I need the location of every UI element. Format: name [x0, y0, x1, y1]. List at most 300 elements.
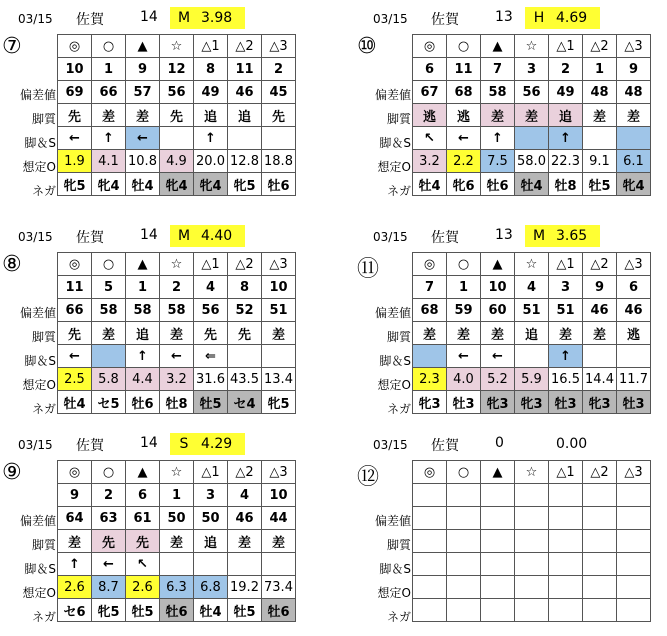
neg-cell: 牝6: [447, 173, 481, 196]
neg-cell: 牡8: [160, 391, 194, 414]
mark-cell: ◎: [413, 35, 447, 58]
leg-cell: [92, 345, 126, 368]
dev-cell: [481, 507, 515, 530]
row-label: 偏差値: [19, 306, 56, 320]
dev-cell: 45: [262, 81, 296, 104]
leg-cell: [194, 553, 228, 576]
mark-cell: △3: [617, 35, 651, 58]
leg-cell: [617, 553, 651, 576]
numbers-cell: 6: [413, 58, 447, 81]
style-cell: [413, 530, 447, 553]
race-number: ⑩: [357, 34, 377, 59]
odds-cell: 6.8: [194, 576, 228, 599]
race-score: 4.69: [553, 7, 600, 29]
race-class: M: [525, 225, 553, 247]
dev-cell: 46: [617, 299, 651, 322]
leg-cell: [160, 553, 194, 576]
row-label: ネガ: [386, 402, 411, 416]
mark-cell: ◎: [413, 461, 447, 484]
neg-cell: 牡5: [194, 391, 228, 414]
neg-cell: 牡4: [515, 173, 549, 196]
leg-cell: ↑: [194, 127, 228, 150]
neg-cell: 牝4: [160, 173, 194, 196]
leg-cell: [228, 345, 262, 368]
style-cell: 先: [92, 530, 126, 553]
neg-cell: 牡5: [583, 173, 617, 196]
neg-cell: 牡5: [126, 599, 160, 622]
dev-cell: 46: [228, 81, 262, 104]
odds-cell: 2.5: [58, 368, 92, 391]
dev-cell: 66: [92, 81, 126, 104]
dev-cell: 58: [92, 299, 126, 322]
style-cell: 差: [447, 322, 481, 345]
style-cell: 差: [583, 322, 617, 345]
neg-cell: 牡4: [58, 391, 92, 414]
leg-cell: [262, 345, 296, 368]
race-panel: [0, 222, 300, 422]
numbers-cell: 11: [58, 276, 92, 299]
mark-cell: ☆: [160, 461, 194, 484]
neg-cell: 牝4: [92, 173, 126, 196]
horse-count: 14: [140, 9, 158, 25]
leg-cell: ↑: [92, 127, 126, 150]
numbers-cell: [617, 484, 651, 507]
dev-cell: 60: [481, 299, 515, 322]
race-venue: 佐賀: [76, 12, 104, 28]
neg-cell: 牡6: [126, 391, 160, 414]
leg-cell: ↑: [126, 345, 160, 368]
dev-cell: 46: [583, 299, 617, 322]
odds-cell: 18.8: [262, 150, 296, 173]
odds-cell: 4.1: [92, 150, 126, 173]
race-class: S: [170, 433, 198, 455]
row-label: 脚質: [31, 330, 56, 344]
leg-cell: [583, 127, 617, 150]
row-label: 脚質: [386, 112, 411, 126]
race-venue: 佐賀: [76, 230, 104, 246]
mark-cell: △1: [194, 461, 228, 484]
leg-cell: [262, 553, 296, 576]
race-header: [0, 4, 300, 32]
horse-count: 14: [140, 435, 158, 451]
numbers-cell: 4: [515, 276, 549, 299]
mark-cell: △2: [583, 461, 617, 484]
row-label: 偏差値: [374, 514, 411, 528]
leg-cell: ↖: [126, 553, 160, 576]
style-cell: 差: [583, 104, 617, 127]
numbers-cell: 9: [126, 58, 160, 81]
race-number: ⑫: [357, 465, 380, 490]
row-label: 脚＆S: [379, 136, 411, 150]
leg-cell: [228, 553, 262, 576]
leg-cell: ←: [58, 127, 92, 150]
neg-cell: 牝3: [481, 391, 515, 414]
leg-cell: ←: [92, 553, 126, 576]
dev-cell: 50: [194, 507, 228, 530]
odds-cell: 9.1: [583, 150, 617, 173]
leg-cell: ↑: [549, 345, 583, 368]
mark-cell: ▲: [126, 253, 160, 276]
odds-cell: 12.8: [228, 150, 262, 173]
race-panel: [0, 430, 300, 630]
neg-cell: 牡8: [549, 173, 583, 196]
odds-cell: 2.6: [126, 576, 160, 599]
neg-cell: 牡6: [262, 173, 296, 196]
leg-cell: ←: [58, 345, 92, 368]
race-class: [525, 433, 553, 455]
numbers-cell: 10: [262, 276, 296, 299]
mark-cell: ◎: [58, 461, 92, 484]
odds-cell: [583, 576, 617, 599]
leg-cell: [262, 127, 296, 150]
neg-cell: 牡4: [194, 599, 228, 622]
dev-cell: 66: [58, 299, 92, 322]
mark-cell: △1: [549, 35, 583, 58]
row-label: 脚質: [31, 538, 56, 552]
race-number: ⑪: [357, 257, 380, 282]
odds-cell: 22.3: [549, 150, 583, 173]
numbers-cell: 9: [583, 276, 617, 299]
race-number: ⑧: [2, 252, 22, 277]
dev-cell: 51: [515, 299, 549, 322]
race-panel: [355, 430, 655, 630]
style-cell: 追: [515, 322, 549, 345]
dev-cell: 58: [481, 81, 515, 104]
neg-cell: 牝4: [617, 173, 651, 196]
race-score: 3.98: [198, 7, 245, 29]
neg-cell: [549, 599, 583, 622]
numbers-cell: 4: [194, 276, 228, 299]
style-cell: 差: [160, 530, 194, 553]
style-cell: 差: [262, 322, 296, 345]
mark-cell: ◎: [58, 253, 92, 276]
leg-cell: [583, 553, 617, 576]
numbers-cell: 7: [413, 276, 447, 299]
mark-cell: ▲: [126, 461, 160, 484]
odds-cell: 3.2: [413, 150, 447, 173]
race-class: H: [525, 7, 553, 29]
horse-count: 0: [495, 435, 504, 451]
race-score: 3.65: [553, 225, 600, 247]
numbers-cell: 9: [58, 484, 92, 507]
leg-cell: ←: [126, 127, 160, 150]
style-cell: 差: [228, 530, 262, 553]
prediction-table: [57, 34, 296, 196]
neg-cell: 牡3: [549, 391, 583, 414]
numbers-cell: 2: [160, 276, 194, 299]
style-cell: [447, 530, 481, 553]
odds-cell: 6.1: [617, 150, 651, 173]
race-date: 03/15: [373, 12, 408, 26]
row-label: 脚＆S: [379, 354, 411, 368]
mark-cell: ☆: [515, 35, 549, 58]
style-cell: 追: [549, 104, 583, 127]
odds-cell: 4.9: [160, 150, 194, 173]
neg-cell: [413, 599, 447, 622]
row-label: ネガ: [31, 184, 56, 198]
race-date: 03/15: [373, 438, 408, 452]
odds-cell: 31.6: [194, 368, 228, 391]
odds-cell: 2.2: [447, 150, 481, 173]
numbers-cell: 1: [447, 276, 481, 299]
style-cell: [583, 530, 617, 553]
odds-cell: 6.3: [160, 576, 194, 599]
dev-cell: 56: [194, 299, 228, 322]
race-venue: 佐賀: [431, 230, 459, 246]
race-class: M: [170, 225, 198, 247]
leg-cell: ↑: [58, 553, 92, 576]
dev-cell: 48: [617, 81, 651, 104]
style-cell: 追: [126, 322, 160, 345]
odds-cell: [549, 576, 583, 599]
mark-cell: ◎: [413, 253, 447, 276]
race-panel: [355, 222, 655, 422]
mark-cell: △2: [583, 35, 617, 58]
numbers-cell: [583, 484, 617, 507]
dev-cell: [413, 507, 447, 530]
dev-cell: 49: [549, 81, 583, 104]
odds-cell: [515, 576, 549, 599]
mark-cell: ☆: [515, 461, 549, 484]
numbers-cell: 5: [92, 276, 126, 299]
mark-cell: △2: [228, 461, 262, 484]
odds-cell: 13.4: [262, 368, 296, 391]
dev-cell: 58: [160, 299, 194, 322]
numbers-cell: 1: [92, 58, 126, 81]
numbers-cell: 1: [160, 484, 194, 507]
mark-cell: △3: [617, 461, 651, 484]
race-header: [0, 222, 300, 250]
numbers-cell: 9: [617, 58, 651, 81]
row-label: ネガ: [386, 610, 411, 624]
row-label: 脚質: [386, 330, 411, 344]
style-cell: 先: [228, 322, 262, 345]
race-venue: 佐賀: [76, 438, 104, 454]
mark-cell: △3: [262, 35, 296, 58]
style-cell: 差: [92, 322, 126, 345]
race-header: [355, 4, 655, 32]
numbers-cell: 11: [228, 58, 262, 81]
neg-cell: 牝5: [228, 173, 262, 196]
race-date: 03/15: [373, 230, 408, 244]
leg-cell: [515, 345, 549, 368]
odds-cell: 11.7: [617, 368, 651, 391]
dev-cell: 44: [262, 507, 296, 530]
dev-cell: 46: [228, 507, 262, 530]
neg-cell: 牡3: [617, 391, 651, 414]
odds-cell: 73.4: [262, 576, 296, 599]
odds-cell: 43.5: [228, 368, 262, 391]
race-number: ⑨: [2, 460, 22, 485]
dev-cell: 63: [92, 507, 126, 530]
horse-count: 13: [495, 9, 513, 25]
odds-cell: 4.4: [126, 368, 160, 391]
neg-cell: [583, 599, 617, 622]
numbers-cell: 8: [194, 58, 228, 81]
row-label: 脚質: [31, 112, 56, 126]
numbers-cell: 11: [447, 58, 481, 81]
neg-cell: [515, 599, 549, 622]
prediction-table: [412, 252, 651, 414]
mark-cell: ◎: [58, 35, 92, 58]
numbers-cell: [481, 484, 515, 507]
row-label: 偏差値: [19, 88, 56, 102]
race-header: [355, 222, 655, 250]
odds-cell: 3.2: [160, 368, 194, 391]
leg-cell: ←: [160, 345, 194, 368]
leg-cell: [617, 345, 651, 368]
style-cell: 差: [92, 104, 126, 127]
numbers-cell: 2: [549, 58, 583, 81]
neg-cell: [481, 599, 515, 622]
style-cell: 先: [262, 104, 296, 127]
neg-cell: 牡5: [228, 599, 262, 622]
neg-cell: セ6: [58, 599, 92, 622]
leg-cell: [515, 127, 549, 150]
leg-cell: [583, 345, 617, 368]
numbers-cell: 1: [583, 58, 617, 81]
style-cell: 先: [58, 322, 92, 345]
odds-cell: 5.8: [92, 368, 126, 391]
style-cell: [481, 530, 515, 553]
dev-cell: [617, 507, 651, 530]
leg-cell: ↖: [413, 127, 447, 150]
race-panel: [0, 4, 300, 204]
numbers-cell: [549, 484, 583, 507]
dev-cell: 61: [126, 507, 160, 530]
mark-cell: △1: [549, 461, 583, 484]
leg-cell: [617, 127, 651, 150]
odds-cell: 1.9: [58, 150, 92, 173]
odds-cell: 10.8: [126, 150, 160, 173]
style-cell: 先: [126, 530, 160, 553]
dev-cell: [447, 507, 481, 530]
numbers-cell: 3: [549, 276, 583, 299]
prediction-table: [57, 252, 296, 414]
dev-cell: 57: [126, 81, 160, 104]
dev-cell: 68: [447, 81, 481, 104]
row-label: 脚質: [386, 538, 411, 552]
row-label: 偏差値: [374, 88, 411, 102]
race-score: 4.29: [198, 433, 245, 455]
row-label: 脚＆S: [24, 562, 56, 576]
mark-cell: ○: [447, 253, 481, 276]
row-label: 脚＆S: [379, 562, 411, 576]
row-label: 脚＆S: [24, 354, 56, 368]
dev-cell: 58: [126, 299, 160, 322]
dev-cell: [515, 507, 549, 530]
odds-cell: 20.0: [194, 150, 228, 173]
style-cell: 先: [194, 322, 228, 345]
race-class: M: [170, 7, 198, 29]
race-date: 03/15: [18, 230, 53, 244]
style-cell: 先: [58, 104, 92, 127]
numbers-cell: 3: [515, 58, 549, 81]
race-score: 0.00: [556, 436, 588, 452]
dev-cell: 69: [58, 81, 92, 104]
style-cell: 差: [617, 104, 651, 127]
prediction-table: [57, 460, 296, 622]
mark-cell: ○: [447, 461, 481, 484]
mark-cell: △3: [617, 253, 651, 276]
mark-cell: △3: [262, 461, 296, 484]
numbers-cell: [447, 484, 481, 507]
race-header: [0, 430, 300, 458]
dev-cell: 67: [413, 81, 447, 104]
row-label: ネガ: [31, 610, 56, 624]
odds-cell: [481, 576, 515, 599]
style-cell: 追: [194, 530, 228, 553]
neg-cell: [617, 599, 651, 622]
numbers-cell: 6: [126, 484, 160, 507]
race-venue: 佐賀: [431, 12, 459, 28]
style-cell: 差: [481, 322, 515, 345]
race-header: [355, 430, 655, 458]
mark-cell: △2: [228, 35, 262, 58]
neg-cell: 牝3: [413, 391, 447, 414]
leg-cell: [228, 127, 262, 150]
odds-cell: 2.3: [413, 368, 447, 391]
mark-cell: ▲: [481, 461, 515, 484]
odds-cell: 5.9: [515, 368, 549, 391]
numbers-cell: 10: [58, 58, 92, 81]
row-label: ネガ: [31, 402, 56, 416]
race-number: ⑦: [2, 34, 22, 59]
neg-cell: 牡6: [481, 173, 515, 196]
style-cell: 差: [160, 322, 194, 345]
mark-cell: ○: [92, 35, 126, 58]
row-label: 想定O: [377, 586, 411, 600]
odds-cell: 2.6: [58, 576, 92, 599]
style-cell: 差: [549, 322, 583, 345]
mark-cell: △1: [549, 253, 583, 276]
dev-cell: 48: [583, 81, 617, 104]
race-score: 4.40: [198, 225, 245, 247]
numbers-cell: 4: [228, 484, 262, 507]
dev-cell: 56: [160, 81, 194, 104]
dev-cell: [583, 507, 617, 530]
neg-cell: 牝5: [92, 599, 126, 622]
row-label: 想定O: [377, 378, 411, 392]
row-label: 偏差値: [374, 306, 411, 320]
horse-count: 13: [495, 227, 513, 243]
leg-cell: ↑: [549, 127, 583, 150]
leg-cell: [515, 553, 549, 576]
race-date: 03/15: [18, 12, 53, 26]
horse-count: 14: [140, 227, 158, 243]
mark-cell: ☆: [160, 35, 194, 58]
leg-cell: [549, 553, 583, 576]
odds-cell: 7.5: [481, 150, 515, 173]
row-label: 想定O: [377, 160, 411, 174]
dev-cell: 59: [447, 299, 481, 322]
numbers-cell: 6: [617, 276, 651, 299]
dev-cell: 50: [160, 507, 194, 530]
style-cell: 差: [262, 530, 296, 553]
row-label: 偏差値: [19, 514, 56, 528]
style-cell: [515, 530, 549, 553]
mark-cell: ○: [447, 35, 481, 58]
neg-cell: 牡4: [126, 173, 160, 196]
prediction-table: [412, 34, 651, 196]
style-cell: [617, 530, 651, 553]
numbers-cell: 10: [481, 276, 515, 299]
dev-cell: 51: [262, 299, 296, 322]
mark-cell: ○: [92, 253, 126, 276]
row-label: 脚＆S: [24, 136, 56, 150]
mark-cell: △1: [194, 35, 228, 58]
style-cell: 追: [228, 104, 262, 127]
